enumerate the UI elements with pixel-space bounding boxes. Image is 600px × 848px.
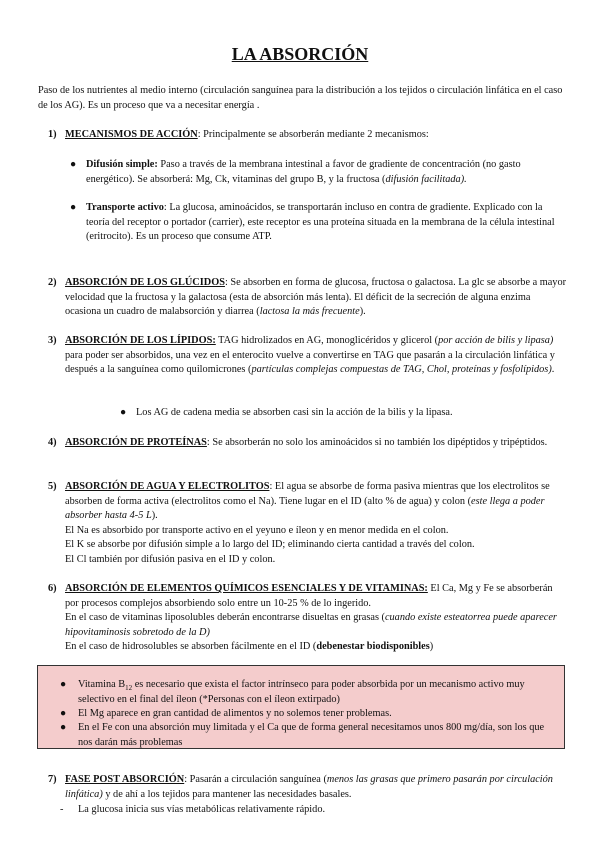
sodium-line: El Na es absorbido por transporte activo en el yeyuno e íleon y en menor medida en el colon. [65, 524, 449, 536]
section-number: 3) [48, 335, 57, 346]
section-text-2: para poder ser absorbidos, una vez en el enterocito vuelve a convertirse en TAG que pasarán a la circulación linfática y después a la sanguínea como quilomicrones ( [65, 349, 555, 376]
section-italic: menos las grasas que primero pasarán por circulación linfática) [65, 774, 553, 800]
box-item-text: En el Fe con una absorción muy limitada y el Ca que de forma general necesitamos unos 800 mg/día, son los que nos darán más problemas [78, 722, 545, 748]
section-number: 2) [48, 277, 57, 288]
section-water-electrolytes [48, 480, 568, 568]
bullet-heading: Difusión simple: [86, 159, 158, 170]
section-text: : El agua se absorbe de forma pasiva mientras que los electrolitos se absorben de forma activa (electrolitos como el Na). Tiene lugar en el ID (alto % de agua) y colon ( [65, 481, 550, 507]
section-number: 6) [48, 583, 57, 594]
bullet-active-transport [70, 201, 560, 245]
section-glucids [48, 276, 568, 320]
bullet-text: Los AG de cadena media se absorben casi sin la acción de la bilis y la lipasa. [136, 407, 453, 418]
section-number: 5) [48, 481, 57, 492]
dash-item-text: La glucosa inicia sus vías metabólicas relativamente rápido. [78, 804, 326, 815]
section-proteins [48, 436, 568, 451]
section-post-absorption [48, 773, 568, 802]
bullet-simple-diffusion [70, 158, 560, 187]
section-body [65, 334, 568, 378]
section-italic: este llega a poder absorber hasta 4-5 L [65, 495, 545, 522]
box-item-vitamin-b12 [60, 678, 560, 707]
dash-marker: - [60, 804, 64, 815]
bullet-text [86, 201, 560, 245]
section-number: 7) [48, 774, 57, 785]
hydrosoluble-bold: debenestar biodisponibles [316, 641, 430, 653]
bullet-text [86, 158, 560, 187]
bullet-icon: ● [60, 708, 67, 719]
bullet-heading: Transporte activo [86, 202, 164, 213]
box-item-text [78, 678, 560, 707]
section-text: : Pasarán a circulación sanguínea ( [184, 774, 327, 785]
section-italic: lactosa la más frecuente [259, 306, 360, 318]
bullet-icon: ● [70, 202, 77, 213]
section-body [65, 128, 568, 143]
section-text: : Se absorberán no solo los aminoácidos si no también los dipéptidos y tripéptidos. [206, 437, 548, 448]
section-heading: ABSORCIÓN DE PROTEÍNAS [65, 437, 207, 448]
chloride-line: El Cl también por difusión pasiva en el ID y colon. [65, 553, 276, 565]
section-heading: ABSORCIÓN DE LOS GLÚCIDOS [65, 277, 225, 288]
section-body [65, 773, 568, 802]
section-text-end: ). [359, 306, 366, 318]
section-heading: ABSORCIÓN DE LOS LÍPIDOS: [65, 335, 216, 346]
section-italic: por acción de bilis y lipasa) [438, 335, 554, 346]
section-lipids [48, 334, 568, 378]
potassium-line: El K se absorbe por difusión simple a lo largo del ID; eliminando cierta cantidad a través del colon. [65, 539, 475, 551]
section-text-2: y de ahí a los tejidos para mantener las necesidades basales. [102, 788, 352, 800]
section-text-end: ). [151, 510, 158, 522]
section-elements-vitamins [48, 582, 568, 655]
bullet-medium-chain-fa [120, 406, 560, 421]
box-item-text-b: es necesario que exista el factor intrínseco para poder absorbida por un mecanismo activo muy selectivo en el final del íleon (*Personas con el íleon extirpado) [78, 679, 525, 705]
section-text: : Principalmente se absorberán mediante 2 mecanismos: [197, 129, 429, 140]
section-italic-2: partículas complejas compuestas de TAG, Chol, proteínas y fosfolípidos) [251, 364, 552, 376]
liposoluble-line [65, 611, 568, 640]
hydrosoluble-end: ) [429, 641, 434, 653]
section-text: TAG hidrolizados en AG, monoglicéridos y glicerol ( [215, 335, 439, 346]
section-text: : Se absorben en forma de glucosa, fructosa o galactosa. La glc se absorbe a mayor velocidad que la fructosa y la galactosa (esta de absorción más lenta). El déficit de la secreción de alguna enzima ocasiona un cuadro de malabsorción y diarrea ( [65, 277, 567, 318]
bullet-icon: ● [70, 159, 77, 170]
section-number: 4) [48, 437, 57, 448]
bullet-body: : La glucosa, aminoácidos, se transportarán incluso en contra de gradiente. Explicado con la teoría del receptor o portador (carrier), este receptor es una proteína situada en la membrana de la célula intestinal (eritrocito). Es un proceso que consume ATP. [86, 202, 555, 243]
bullet-italic: difusión facilitada). [385, 173, 467, 185]
section-body [65, 276, 568, 320]
section-paragraph [65, 582, 568, 611]
section-text: El Ca, Mg y Fe se absorberán por procesos complejos absorbiendo solo entre un 10-25 % de lo ingerido. [65, 583, 553, 609]
section-heading: ABSORCIÓN DE AGUA Y ELECTROLITOS [65, 481, 270, 492]
section-body [65, 480, 568, 568]
hydrosoluble-line [65, 640, 568, 655]
section-number: 1) [48, 129, 57, 140]
page-title: LA ABSORCIÓN [231, 44, 369, 64]
section-text-end: . [551, 364, 555, 376]
bullet-icon: ● [60, 722, 67, 733]
section-heading: MECANISMOS DE ACCIÓN [65, 129, 198, 140]
section-heading: FASE POST ABSORCIÓN [65, 774, 185, 785]
bullet-icon: ● [120, 407, 127, 418]
section-body [65, 582, 568, 655]
highlight-box [37, 665, 565, 749]
intro-paragraph: Paso de los nutrientes al medio interno (circulación sanguínea para la distribución a los tejidos o circulación linfática en el caso de los AG). Es un proceso que va a necesitar energía . [38, 85, 563, 111]
section-mechanisms [48, 128, 568, 143]
liposoluble-italic: cuando existe esteatorrea puede aparecer hipovitaminosis sobretodo de la D) [65, 612, 557, 638]
liposoluble-text: En el caso de vitaminas liposolubles deberán encontrarse disueltas en grasas ( [65, 612, 385, 624]
bullet-icon: ● [60, 679, 67, 690]
dash-item-glucose [60, 803, 560, 818]
section-paragraph [65, 480, 568, 524]
bullet-body: Paso a través de la membrana intestinal a favor de gradiente de concentración (no gasto energético). Se absorberá: Mg, Ck, vitaminas del grupo B, y la fructosa ( [86, 159, 521, 185]
subscript: 12 [125, 684, 133, 693]
hydrosoluble-text: En el caso de hidrosolubles se absorben fácilmente en el ID ( [65, 641, 317, 653]
box-item-text-a: Vitamina B [78, 679, 126, 690]
box-item-magnesium [60, 707, 560, 722]
box-item-text: El Mg aparece en gran cantidad de alimentos y no solemos tener problemas. [78, 708, 392, 719]
box-item-iron-calcium [60, 721, 560, 750]
section-heading: ABSORCIÓN DE ELEMENTOS QUÍMICOS ESENCIALES Y DE VITAMINAS: [65, 583, 428, 594]
section-body [65, 436, 568, 451]
